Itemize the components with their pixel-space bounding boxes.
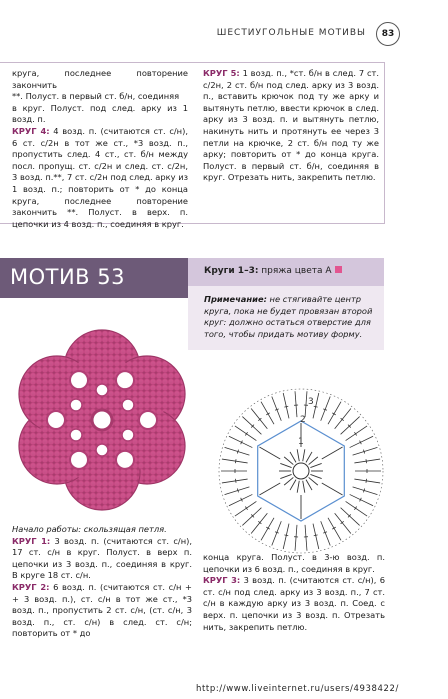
motif-title-band	[0, 258, 188, 298]
round-1-instructions	[12, 536, 192, 582]
motif-title: МОТИВ 53	[10, 265, 125, 289]
round-number-label: 2	[300, 415, 306, 425]
text-line: **. Полуст. в первый ст. б/н, соединяя	[12, 91, 180, 102]
round-4-instructions	[12, 126, 188, 230]
yarn-info	[204, 266, 342, 276]
round-text: 4 возд. п. (считаются ст. с/н), 6 ст. с/2н в тот же ст., *3 возд. п., пропустить след. 4 ст., ст. б/н между посл. пропущ. ст. с/2н и след. ст. с/2н, 3 возд. п.**, 7 ст. с/2н под след. арку из 1 возд. п.; повторить от * до конца круга, последнее повторение закончить **. Полуст. в верх. п. цепочки из 4 возд. п., соединяя в круг.	[12, 125, 188, 229]
page-number: 83	[376, 22, 400, 46]
bottom-right-column	[203, 552, 385, 633]
text-line: круга, последнее повторение закончить	[12, 68, 188, 90]
crochet-chart-diagram	[212, 382, 390, 560]
round-text: 3 возд. п. (считаются ст. с/н), 17 ст. с/н в круг. Полуст. в верх п. цепочки из 3 возд. п., соединяя в круг. В круге 18 ст. с/н.	[12, 535, 192, 581]
rounds-label: Круги 1–3:	[204, 266, 259, 276]
top-left-column	[12, 68, 188, 230]
color-swatch-icon	[335, 266, 342, 273]
round-5-instructions	[203, 68, 379, 184]
round-2-instructions	[12, 582, 192, 640]
top-right-column	[203, 68, 379, 184]
round-number-label: 1	[298, 437, 304, 447]
round-text: 1 возд. п., *ст. б/н в след. 7 ст. с/2н, 2 ст. б/н под след. арку из 3 возд. п., вставить крючок под ту же арку и вытянуть петлю, ввести крючок в след. арку из 3 возд. п. и вытянуть петлю, накинуть нить и протянуть ее через 3 петли на крючке, 2 ст. б/н под ту же арку; повторить от * до конца круга. Полуст. в первый ст. б/н, соединяя в круг. Отрезать нить, закрепить петлю.	[203, 68, 380, 183]
round-number-label: 3	[308, 397, 314, 407]
round-2-continued: конца круга. Полуст. в 3-ю возд. п. цепочки из 6 возд. п., соединяя в круг.	[203, 552, 385, 574]
page-header	[0, 22, 448, 46]
note-text: не стягивайте центр круга, пока не будет провязан второй круг: должно остаться отверстие для того, чтобы придать мотиву форму.	[204, 294, 373, 339]
round-label: КРУГ 2:	[12, 581, 50, 592]
section-title: ШЕСТИУГОЛЬНЫЕ МОТИВЫ	[216, 28, 366, 38]
note-box	[188, 286, 384, 350]
text-line: в круг. Полуст. под след. арку из 1 возд. п.	[12, 102, 188, 125]
crochet-motif-photo	[12, 325, 192, 515]
bottom-left-column	[12, 524, 192, 640]
yarn-info-band	[188, 258, 384, 286]
round-3-instructions	[203, 575, 385, 633]
round-label: КРУГ 3:	[203, 575, 241, 586]
round-text: 3 возд. п. (считаются ст. с/н), 6 ст. с/н под след. арку из 3 возд. п., 7 ст. с/н в каждую арку из 3 возд. п. Соед. с верх. п. цепочки из 3 возд. п. Отрезать нить, закрепить петлю.	[203, 575, 386, 632]
note	[204, 294, 374, 340]
round-label: КРУГ 4:	[12, 125, 50, 136]
start-label: Начало работы:	[12, 524, 82, 534]
round-text: 6 возд. п. (считаются ст. с/н + + 3 возд. п.), ст. с/н в тот же ст., *3 возд. п., пропустить 2 ст. с/н, (ст. с/н, 3 возд. п., ст. с/н) в след. ст. с/н; повторить от * до	[12, 581, 192, 639]
round-label: КРУГ 1:	[12, 535, 51, 546]
start-instructions	[12, 524, 192, 536]
watermark-url: http://www.liveinternet.ru/users/4938422/	[196, 684, 400, 694]
note-label: Примечание:	[204, 294, 267, 304]
rounds-text: пряжа цвета А	[258, 266, 332, 276]
round-label: КРУГ 5:	[203, 68, 240, 78]
start-text: скользящая петля.	[81, 524, 167, 534]
